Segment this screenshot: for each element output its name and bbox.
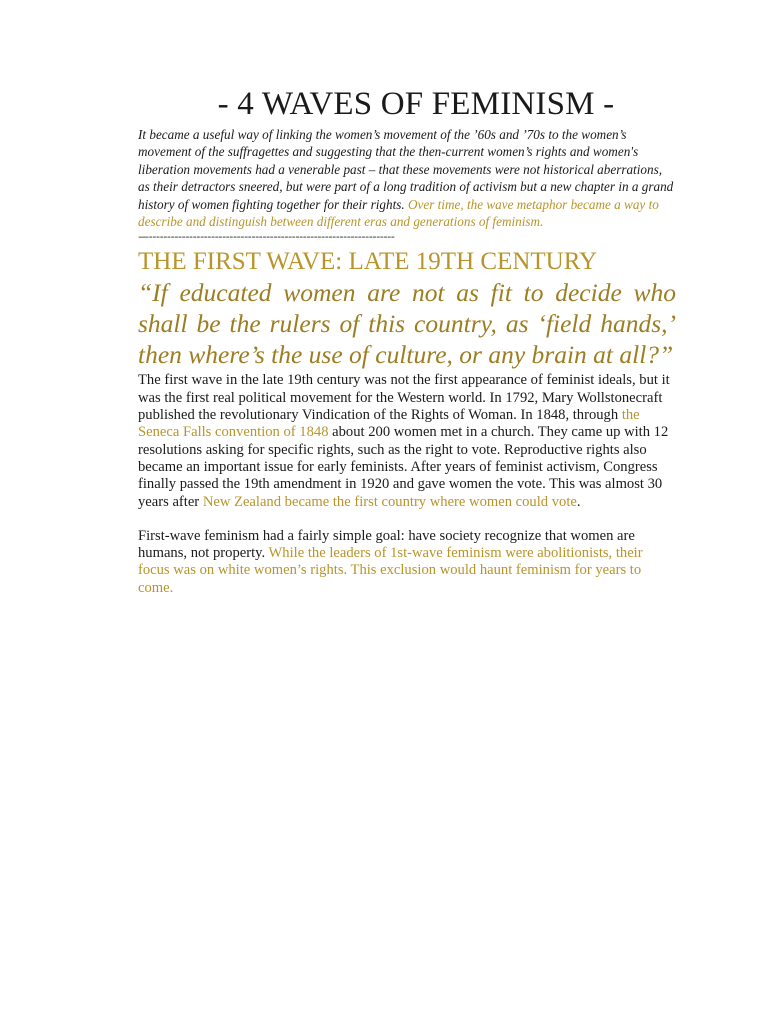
seneca-falls-link[interactable]: the Seneca Falls convention of 1848 (138, 407, 640, 441)
document-page (138, 84, 676, 597)
new-zealand-link[interactable]: New Zealand became the first country where women could vote (202, 493, 577, 510)
para1-text-3: . (576, 493, 581, 510)
intro-highlight: Over time, the wave metaphor became a way to describe and distinguish between different eras and generations of feminism. (138, 196, 659, 230)
intro-text: It became a useful way of linking the women’s movement of the ’60s and ’70s to the women’s movement of the suffragettes and suggesting that the then-current women’s rights and women's liberation movements had a venerable past – that these movements were not historical aberrations, as their detractors sneered, but were part of a long tradition of activism but a new chapter in a grand history of women fighting together for their rights. (138, 127, 674, 212)
first-wave-paragraph-1 (138, 372, 676, 510)
section-divider: —------------------------------------------------------------------- (138, 230, 395, 244)
first-wave-paragraph-2 (138, 528, 676, 597)
first-wave-heading: THE FIRST WAVE: LATE 19TH CENTURY (138, 248, 598, 276)
intro-paragraph (138, 126, 676, 230)
page-title: - 4 WAVES OF FEMINISM - (217, 86, 615, 122)
first-wave-quote: “If educated women are not as fit to decide who shall be the rulers of this country, as ‘field hands,’ then where’s the use of culture, or any brain at all?” (138, 278, 676, 370)
abolitionists-link[interactable]: While the leaders of 1st-wave feminism were abolitionists, their focus was on white women’s rights. This exclusion would haunt feminism for years to come. (138, 545, 643, 596)
para1-text-1: The first wave in the late 19th century was not the first appearance of feminist ideals, but it was the first real political movement for the Western world. In 1792, Mary Wollstonecraft published the revolutionary Vindication of the Rights of Woman. In 1848, through (138, 372, 670, 424)
para2-text-1: First-wave feminism had a fairly simple goal: have society recognize that women are humans, not property. (138, 527, 635, 562)
para1-text-2: about 200 women met in a church. They came up with 12 resolutions asking for specific rights, such as the right to vote. Reproductive rights also became an important issue for early feminists. After years of feminist activism, Congress finally passed the 19th amendment in 1920 and gave women the vote. This was almost 30 years after (138, 424, 669, 510)
